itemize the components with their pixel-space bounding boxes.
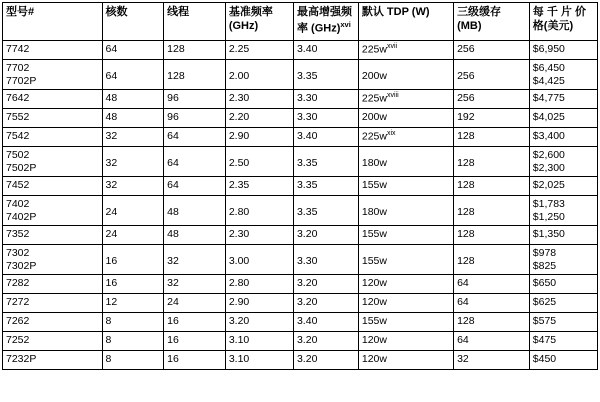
cell-price xyxy=(529,351,597,370)
cell-price xyxy=(529,313,597,332)
cell-boost-clock: 3.40 xyxy=(293,313,358,332)
cell-price xyxy=(529,275,597,294)
model-name: 7502 xyxy=(6,149,30,162)
cell-boost-clock: 3.20 xyxy=(293,332,358,351)
cell-model xyxy=(3,275,103,294)
column-header-6: 三级缓存 (MB) xyxy=(454,3,530,41)
cell-threads: 16 xyxy=(164,351,226,370)
model-name: 7272 xyxy=(6,296,30,309)
cell-cores: 8 xyxy=(102,351,164,370)
tdp-value: 155w xyxy=(361,255,387,268)
cell-l3-cache xyxy=(454,147,530,177)
price-value: $6,950 xyxy=(532,43,565,56)
cell-boost-clock xyxy=(293,147,358,177)
cell-model xyxy=(3,41,103,60)
table-row xyxy=(3,60,598,90)
table-row xyxy=(3,177,598,196)
cell-cores: 48 xyxy=(102,90,164,109)
model-name: 7742 xyxy=(6,43,30,56)
cell-tdp xyxy=(358,351,453,370)
price-value: $825 xyxy=(532,259,557,272)
price-value: $1,250 xyxy=(532,210,565,223)
price-value: $4,425 xyxy=(532,74,565,87)
cell-cores-value: 32 xyxy=(105,157,118,170)
cell-threads-value: 32 xyxy=(167,255,179,268)
cell-tdp xyxy=(358,226,453,245)
tdp-value: 120w xyxy=(361,353,387,366)
cell-cores xyxy=(102,245,164,275)
cell-l3-cache xyxy=(454,245,530,275)
tdp-value: $225w^{xviii}$ xyxy=(361,92,399,105)
cell-base-clock xyxy=(225,245,293,275)
cell-cores: 32 xyxy=(102,128,164,147)
tdp-value: 200w xyxy=(361,111,387,124)
cell-l3-cache: 64 xyxy=(454,275,530,294)
cell-base-clock xyxy=(225,60,293,90)
cell-cores-value: 16 xyxy=(105,255,118,268)
cell-l3-cache: 32 xyxy=(454,351,530,370)
tdp-value: $225w^{xix}$ xyxy=(361,130,396,143)
table-row xyxy=(3,90,598,109)
cell-base-clock: 2.90 xyxy=(225,294,293,313)
model-name: 7232P xyxy=(6,353,37,366)
cell-cores xyxy=(102,196,164,226)
table-row xyxy=(3,128,598,147)
cell-threads: 96 xyxy=(164,90,226,109)
model-name: 7352 xyxy=(6,228,30,241)
price-value: $3,400 xyxy=(532,130,565,143)
model-name: 7502P xyxy=(6,161,37,174)
cell-price xyxy=(529,332,597,351)
l3-cache-value: 128 xyxy=(457,206,475,219)
l3-cache-value: 256 xyxy=(457,70,475,83)
cell-cores: 24 xyxy=(102,226,164,245)
cell-cores xyxy=(102,147,164,177)
cell-cores: 12 xyxy=(102,294,164,313)
column-header-4: 最高增强频率 (GHz)$^{xvi}$ xyxy=(293,3,358,41)
tdp-value: 120w xyxy=(361,296,387,309)
tdp-value: 180w xyxy=(361,157,387,170)
cell-base-clock-value: 2.80 xyxy=(228,206,250,219)
cell-tdp xyxy=(358,275,453,294)
tdp-footnote-marker: xviii xyxy=(386,92,399,100)
cell-base-clock xyxy=(225,147,293,177)
tdp-value: 155w xyxy=(361,179,387,192)
cell-boost-clock: 3.20 xyxy=(293,226,358,245)
cell-boost-clock: 3.40 xyxy=(293,41,358,60)
cell-threads: 64 xyxy=(164,177,226,196)
table-row xyxy=(3,275,598,294)
cell-base-clock-value: 3.00 xyxy=(228,255,250,268)
cell-cores: 8 xyxy=(102,313,164,332)
cell-base-clock: 3.20 xyxy=(225,313,293,332)
cell-threads-value: 48 xyxy=(167,206,179,219)
cell-cores: 32 xyxy=(102,177,164,196)
price-value: $1,350 xyxy=(532,228,565,241)
cell-tdp xyxy=(358,332,453,351)
tdp-value: 200w xyxy=(361,70,387,83)
cell-cores: 64 xyxy=(102,41,164,60)
header-footnote-marker: xvi xyxy=(340,19,351,29)
cell-boost-clock: 3.30 xyxy=(293,90,358,109)
cell-price xyxy=(529,60,597,90)
model-name: 7702 xyxy=(6,62,30,75)
tdp-footnote-marker: xvii xyxy=(386,43,398,51)
cell-boost-clock: 3.30 xyxy=(293,109,358,128)
table-row xyxy=(3,226,598,245)
cell-price xyxy=(529,128,597,147)
cell-model xyxy=(3,128,103,147)
column-header-1: 核数 xyxy=(102,3,164,41)
model-name: 7402P xyxy=(6,210,37,223)
cell-tdp xyxy=(358,128,453,147)
cell-base-clock: 2.25 xyxy=(225,41,293,60)
cell-cores: 8 xyxy=(102,332,164,351)
table-row xyxy=(3,313,598,332)
price-value: $575 xyxy=(532,315,557,328)
table-row xyxy=(3,41,598,60)
cell-model xyxy=(3,109,103,128)
cell-cores: 48 xyxy=(102,109,164,128)
cpu-spec-table xyxy=(2,2,598,370)
cell-tdp xyxy=(358,313,453,332)
table-header xyxy=(3,3,598,41)
l3-cache-value: 128 xyxy=(457,157,475,170)
cell-threads xyxy=(164,196,226,226)
table-row xyxy=(3,351,598,370)
cell-boost-clock-value: 3.35 xyxy=(296,157,318,170)
column-header-7: 每 千 片 价格(美元) xyxy=(529,3,597,41)
cell-boost-clock-value: 3.35 xyxy=(296,70,318,83)
cell-model xyxy=(3,177,103,196)
model-name: 7302P xyxy=(6,259,37,272)
cell-l3-cache xyxy=(454,196,530,226)
cell-tdp xyxy=(358,196,453,226)
cell-model xyxy=(3,147,103,177)
cell-model xyxy=(3,196,103,226)
cell-l3-cache: 256 xyxy=(454,90,530,109)
tdp-value: 180w xyxy=(361,206,387,219)
cell-l3-cache: 64 xyxy=(454,294,530,313)
tdp-value: 120w xyxy=(361,277,387,290)
cell-model xyxy=(3,313,103,332)
cell-base-clock: 2.30 xyxy=(225,226,293,245)
cell-threads: 24 xyxy=(164,294,226,313)
cell-price xyxy=(529,294,597,313)
cell-price xyxy=(529,196,597,226)
cell-tdp xyxy=(358,245,453,275)
cell-tdp xyxy=(358,147,453,177)
cell-l3-cache: 128 xyxy=(454,128,530,147)
cell-boost-clock: 3.20 xyxy=(293,351,358,370)
table-row xyxy=(3,196,598,226)
column-header-2: 线程 xyxy=(164,3,226,41)
price-value: $450 xyxy=(532,353,557,366)
cell-l3-cache: 64 xyxy=(454,332,530,351)
tdp-value: 155w xyxy=(361,315,387,328)
price-value: $625 xyxy=(532,296,557,309)
cell-threads: 128 xyxy=(164,41,226,60)
cell-price xyxy=(529,90,597,109)
model-name: 7542 xyxy=(6,130,30,143)
cell-base-clock: 2.20 xyxy=(225,109,293,128)
cell-base-clock: 2.30 xyxy=(225,90,293,109)
cell-base-clock: 2.90 xyxy=(225,128,293,147)
column-header-0: 型号# xyxy=(3,3,103,41)
table-body xyxy=(3,41,598,370)
model-name: 7252 xyxy=(6,334,30,347)
cell-l3-cache: 128 xyxy=(454,226,530,245)
price-value: $4,775 xyxy=(532,92,565,105)
model-name: 7262 xyxy=(6,315,30,328)
price-value: $2,600 xyxy=(532,149,565,162)
table-row xyxy=(3,245,598,275)
cell-threads: 16 xyxy=(164,332,226,351)
cell-l3-cache: 128 xyxy=(454,177,530,196)
cell-boost-clock: 3.20 xyxy=(293,275,358,294)
model-name: 7552 xyxy=(6,111,30,124)
cell-l3-cache: 192 xyxy=(454,109,530,128)
cell-l3-cache: 256 xyxy=(454,41,530,60)
cell-cores xyxy=(102,60,164,90)
cell-threads: 48 xyxy=(164,226,226,245)
cell-boost-clock-value: 3.30 xyxy=(296,255,318,268)
cell-base-clock: 3.10 xyxy=(225,332,293,351)
cell-price xyxy=(529,245,597,275)
cell-tdp xyxy=(358,41,453,60)
model-name: 7402 xyxy=(6,198,30,211)
cell-model xyxy=(3,226,103,245)
column-header-5: 默认 TDP (W) xyxy=(358,3,453,41)
cell-price xyxy=(529,109,597,128)
cell-threads xyxy=(164,60,226,90)
tdp-footnote-marker: xix xyxy=(386,130,396,138)
cell-boost-clock xyxy=(293,60,358,90)
cell-price xyxy=(529,41,597,60)
table-row xyxy=(3,109,598,128)
cell-tdp xyxy=(358,60,453,90)
cell-threads-value: 128 xyxy=(167,70,185,83)
cell-base-clock: 2.80 xyxy=(225,275,293,294)
cell-base-clock-value: 2.00 xyxy=(228,70,250,83)
price-value: $2,300 xyxy=(532,161,565,174)
tdp-value: 120w xyxy=(361,334,387,347)
cell-l3-cache: 128 xyxy=(454,313,530,332)
table-row xyxy=(3,147,598,177)
cell-tdp xyxy=(358,177,453,196)
cell-threads: 16 xyxy=(164,313,226,332)
cell-model xyxy=(3,60,103,90)
cell-model xyxy=(3,90,103,109)
price-value: $475 xyxy=(532,334,557,347)
cell-base-clock-value: 2.50 xyxy=(228,157,250,170)
cell-tdp xyxy=(358,90,453,109)
cell-cores: 16 xyxy=(102,275,164,294)
table-row xyxy=(3,332,598,351)
cell-tdp xyxy=(358,294,453,313)
cell-threads: 64 xyxy=(164,128,226,147)
cell-base-clock xyxy=(225,196,293,226)
cell-boost-clock xyxy=(293,196,358,226)
cell-l3-cache xyxy=(454,60,530,90)
model-name: 7452 xyxy=(6,179,30,192)
cell-threads xyxy=(164,245,226,275)
cell-threads-value: 64 xyxy=(167,157,179,170)
cell-threads: 32 xyxy=(164,275,226,294)
cell-boost-clock: 3.35 xyxy=(293,177,358,196)
cell-boost-clock: 3.40 xyxy=(293,128,358,147)
cell-cores-value: 64 xyxy=(105,70,118,83)
column-header-3: 基准频率 (GHz) xyxy=(225,3,293,41)
price-value: $2,025 xyxy=(532,179,565,192)
cell-threads: 96 xyxy=(164,109,226,128)
model-name: 7642 xyxy=(6,92,30,105)
cell-base-clock: 2.35 xyxy=(225,177,293,196)
cell-boost-clock xyxy=(293,245,358,275)
cell-boost-clock: 3.20 xyxy=(293,294,358,313)
header-row xyxy=(3,3,598,41)
cell-model xyxy=(3,245,103,275)
l3-cache-value: 128 xyxy=(457,255,475,268)
cell-boost-clock-value: 3.35 xyxy=(296,206,318,219)
cell-base-clock: 3.10 xyxy=(225,351,293,370)
cell-price xyxy=(529,147,597,177)
price-value: $4,025 xyxy=(532,111,565,124)
price-value: $978 xyxy=(532,247,557,260)
tdp-value: $225w^{xvii}$ xyxy=(361,43,398,56)
price-value: $1,783 xyxy=(532,198,565,211)
cell-price xyxy=(529,226,597,245)
price-value: $6,450 xyxy=(532,62,565,75)
table-row xyxy=(3,294,598,313)
cell-tdp xyxy=(358,109,453,128)
model-name: 7302 xyxy=(6,247,30,260)
model-name: 7702P xyxy=(6,74,37,87)
tdp-value: 155w xyxy=(361,228,387,241)
cell-threads xyxy=(164,147,226,177)
cell-price xyxy=(529,177,597,196)
price-value: $650 xyxy=(532,277,557,290)
cell-model xyxy=(3,351,103,370)
cell-model xyxy=(3,332,103,351)
cell-cores-value: 24 xyxy=(105,206,118,219)
model-name: 7282 xyxy=(6,277,30,290)
cell-model xyxy=(3,294,103,313)
